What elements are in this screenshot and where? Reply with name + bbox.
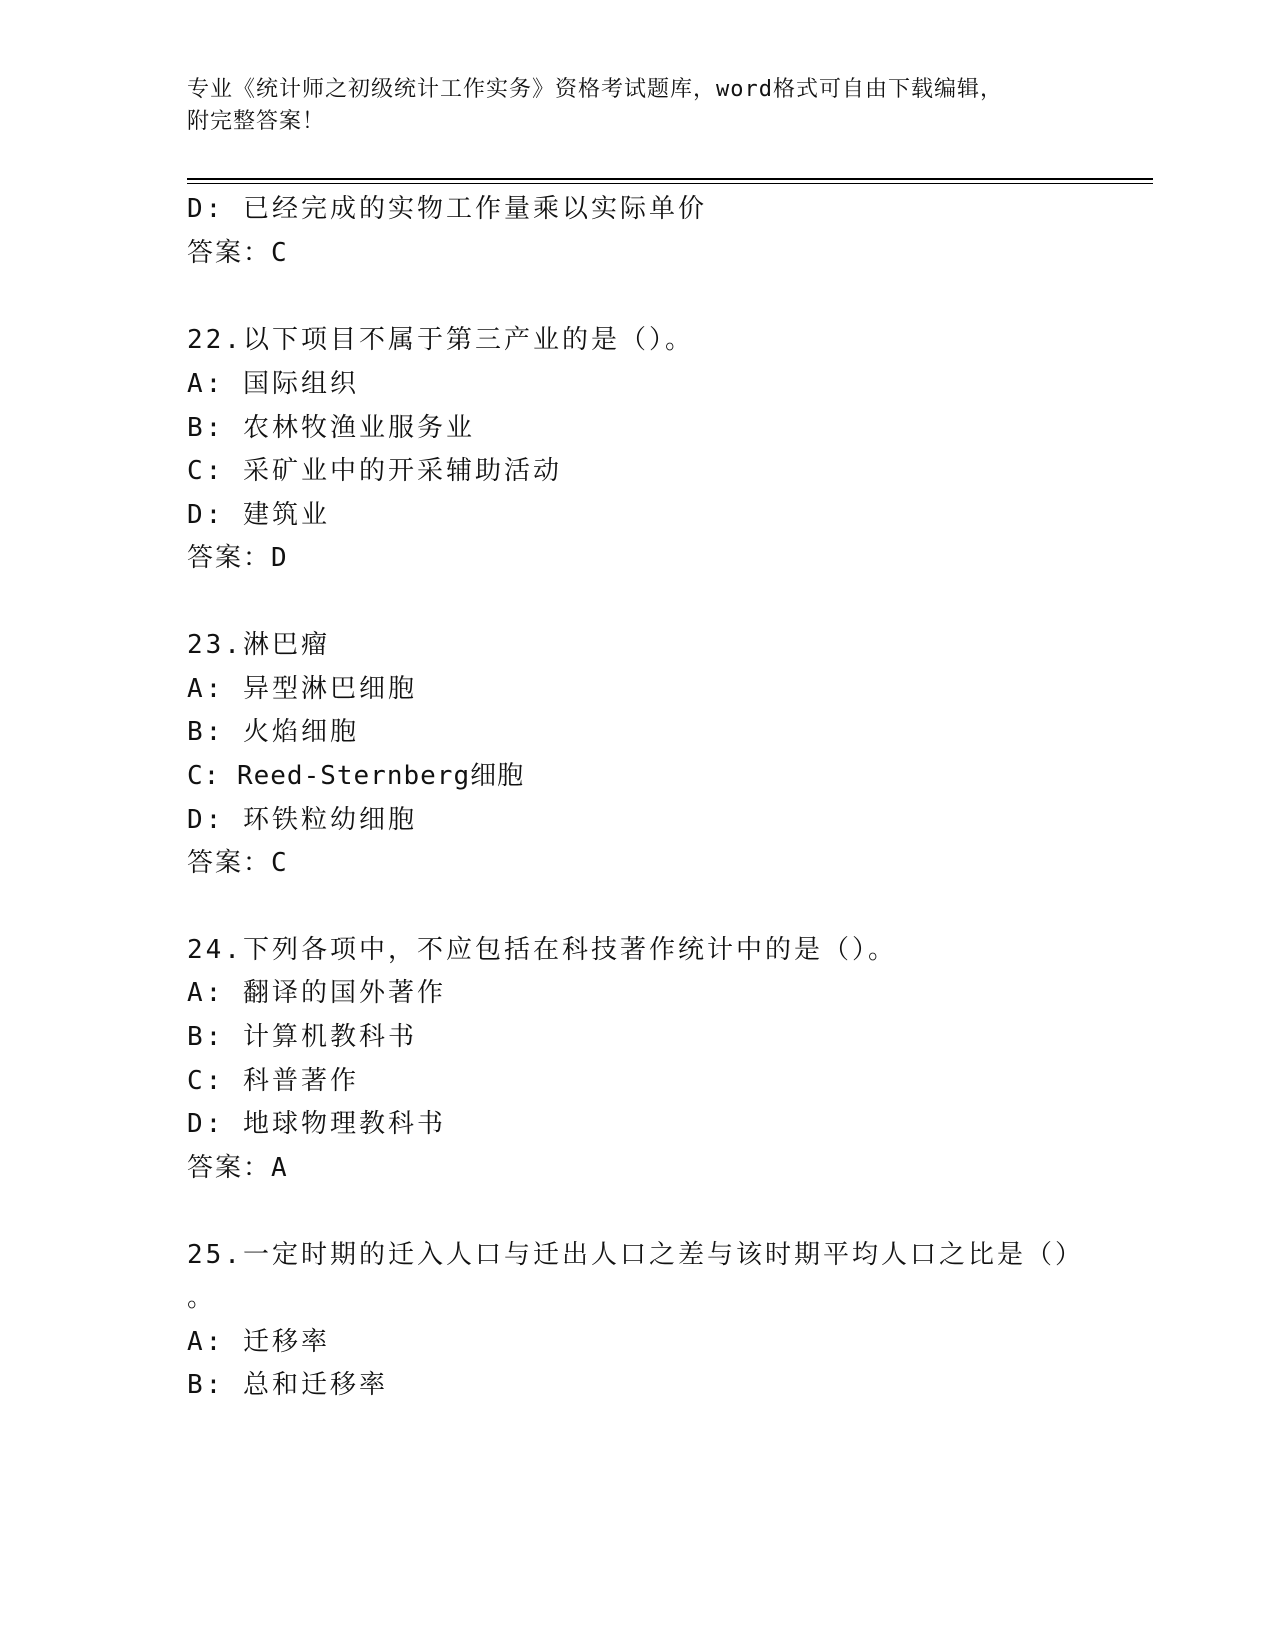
q23-stem: 23.淋巴瘤 xyxy=(187,630,330,660)
header-divider-thin xyxy=(187,183,1153,184)
q22-option-d: D: 建筑业 xyxy=(187,500,330,530)
answer-value: D xyxy=(271,543,288,573)
q23-option-b: B: 火焰细胞 xyxy=(187,717,359,747)
q24-answer xyxy=(187,1151,288,1185)
q24-option-b: B: 计算机教科书 xyxy=(187,1022,417,1052)
q24-option-d: D: 地球物理教科书 xyxy=(187,1109,446,1139)
q25-stem-line-1: 25.一定时期的迁入人口与迁出人口之差与该时期平均人口之比是（） xyxy=(187,1240,1084,1270)
q24-stem: 24.下列各项中，不应包括在科技著作统计中的是（）。 xyxy=(187,935,897,965)
answer-label: 答案： xyxy=(187,238,272,268)
answer-label: 答案： xyxy=(187,1153,272,1183)
q24-option-a: A: 翻译的国外著作 xyxy=(187,978,446,1008)
q25-stem-line-2: 。 xyxy=(187,1283,217,1313)
answer-value: C xyxy=(271,238,288,268)
q22-option-c: C: 采矿业中的开采辅助活动 xyxy=(187,456,562,486)
answer-label: 答案： xyxy=(187,848,272,878)
header-divider-thick xyxy=(187,178,1153,180)
answer-label: 答案： xyxy=(187,543,272,573)
page-header xyxy=(187,74,1067,138)
header-line-2: 附完整答案！ xyxy=(187,109,326,134)
q23-option-c: C: Reed-Sternberg细胞 xyxy=(187,761,525,791)
q21-option-d: D: 已经完成的实物工作量乘以实际单价 xyxy=(187,194,707,224)
q22-option-a: A: 国际组织 xyxy=(187,369,359,399)
answer-value: C xyxy=(271,848,288,878)
q25-option-a: A: 迁移率 xyxy=(187,1327,330,1357)
q23-option-d: D: 环铁粒幼细胞 xyxy=(187,805,417,835)
header-line-1: 专业《统计师之初级统计工作实务》资格考试题库，word格式可自由下载编辑， xyxy=(187,77,1003,102)
q23-option-a: A: 异型淋巴细胞 xyxy=(187,674,417,704)
q22-option-b: B: 农林牧渔业服务业 xyxy=(187,413,475,443)
q23-answer xyxy=(187,846,288,880)
q22-answer xyxy=(187,541,288,575)
q21-answer xyxy=(187,236,288,270)
q24-option-c: C: 科普著作 xyxy=(187,1066,359,1096)
q25-option-b: B: 总和迁移率 xyxy=(187,1370,388,1400)
answer-value: A xyxy=(271,1153,288,1183)
q22-stem: 22.以下项目不属于第三产业的是（）。 xyxy=(187,325,694,355)
